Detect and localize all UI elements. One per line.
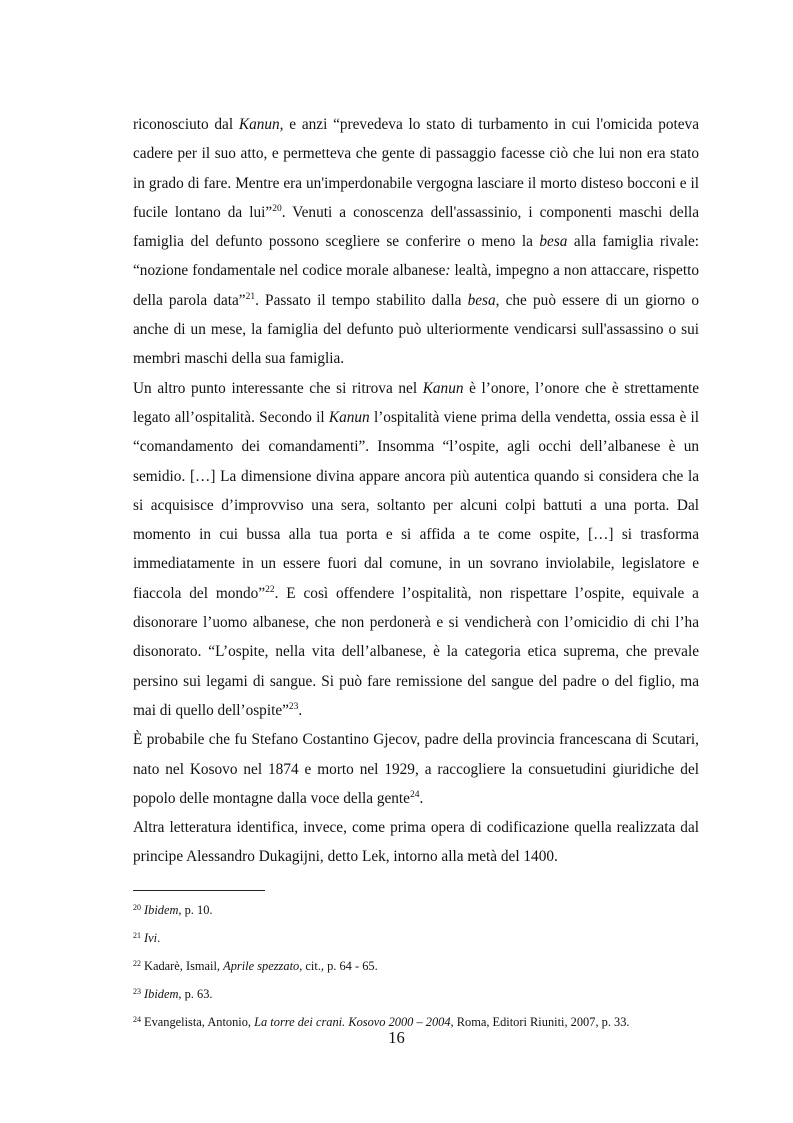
footnote-ref-24[interactable]: 24 [409,789,420,800]
footnote-23 [133,986,713,1002]
footnote-ref-20[interactable]: 20 [272,203,282,214]
text-run: , che può essere di un giorno o anche di un mese, la famiglia del defunto può ulteriormente vendicarsi sull'assassino o sui membri maschi della sua famiglia. [133,291,699,368]
footnote-20 [133,902,713,918]
footnote-21 [133,930,713,946]
footnote-number: 22 [133,958,141,968]
text-run: e anzi “prevedeva lo stato di turbamento in cui l'omicida poteva cadere per il suo atto, e permetteva che gente di passaggio facesse ciò che lui non era stato in grado di fare. Mentre era un'imperdonabile vergogna lasciare il morto disteso bocconi e il fucile lontano da lui” [133,116,699,221]
italic-term: Kanun [328,408,370,426]
footnote-text: p. 10. [181,903,213,917]
footnote-italic: Ibidem, [144,903,182,917]
text-run: l’ospitalità viene prima della vendetta, ossia essa è il “comandamento dei comandamenti”. Insomma “l’ospite, agli occhi dell’albanese è un semidio. […] La dimensione divina appare ancora più autentica quando si considera che la si acquisisce d’improvviso una sera, soltanto per alcuni colpi battuti a una porta. Dal momento in cui bussa alla tua porta e si affida a te come ospite, […] si trasforma immediatamente in un essere fuori dal comune, in un sovrano inviolabile, legislatore e fiaccola del mondo” [133,408,699,602]
text-run: lealtà, impegno a non attaccare, rispetto della parola data” [133,262,699,309]
text-run: . [419,789,424,807]
footnote-italic: Ivi [144,931,158,945]
text-run: . E così offendere l’ospitalità, non rispettare l’ospite, equivale a disonorare l’uomo albanese, che non perdonerà e si vendicherà con l’omicidio di chi l’ha disonorato. “L’ospite, nella vita dell’albanese, è la categoria etica suprema, che prevale persino sui legami di sangue. Si può fare remissione del sangue del padre o del figlio, ma mai di quello dell’ospite” [133,584,699,719]
text-run: . [298,701,303,719]
footnote-22 [133,958,713,974]
footnote-separator [133,890,265,891]
footnote-text: p. 63. [181,987,213,1001]
text-run: Altra letteratura identifica, invece, come prima opera di codificazione quella realizzata dal principe Alessandro Dukagijni, detto Lek, intorno alla metà del 1400. [133,819,699,866]
body-text [133,110,699,872]
page-number: 16 [388,1028,405,1047]
footnote-author: Kadarè, Ismail, [144,959,224,973]
footnote-ref-22[interactable]: 22 [265,584,275,595]
text-run: . Venuti a conoscenza dell'assassinio, i componenti maschi della famiglia del defunto possono scegliere se conferire o meno la [133,203,699,251]
text-run: È probabile che fu Stefano Costantino Gjecov, padre della provincia francescana di Scutari, nato nel Kosovo nel 1874 e morto nel 1929, a raccogliere la consuetudini giuridiche del popolo delle montagne dalla voce della gente [133,731,699,807]
text-run: riconosciuto dal [133,116,239,133]
footnote-text: Roma, Editori Riuniti, 2007, p. 33. [453,1015,630,1029]
italic-term: Kanun [422,379,464,397]
footnote-text: . [157,931,161,945]
footnote-number: 20 [133,902,141,912]
italic-term: : [445,262,451,280]
footnote-italic: La torre dei crani. Kosovo 2000 – 2004, [254,1015,454,1029]
footnote-text: cit., p. 64 - 65. [302,959,378,973]
footnote-italic: Ibidem, [144,987,182,1001]
italic-term: besa [539,233,568,251]
footnote-number: 23 [133,986,141,996]
paragraph-2 [133,374,699,726]
footnote-ref-23[interactable]: 23 [288,701,299,712]
footnote-ref-21[interactable]: 21 [245,291,256,302]
footnote-author: Evangelista, Antonio, [144,1015,255,1029]
text-run: è l’onore, l’onore che è strettamente legato all’ospitalità. Secondo il [133,379,699,426]
footnote-number: 24 [133,1014,141,1024]
footnote-italic: Aprile spezzato, [223,959,303,973]
paragraph-4 [133,813,699,872]
italic-term: Kanun, [238,116,284,133]
text-run: alla famiglia rivale: “nozione fondamentale nel codice morale albanese [133,233,700,280]
footnote-number: 21 [133,930,141,940]
footnotes [133,902,713,1042]
paragraph-3 [133,725,699,813]
text-run: Un altro punto interessante che si ritrova nel [133,379,423,397]
paragraph-1 [133,110,699,374]
text-run: . Passato il tempo stabilito dalla [255,291,468,309]
italic-term: besa [467,291,496,309]
